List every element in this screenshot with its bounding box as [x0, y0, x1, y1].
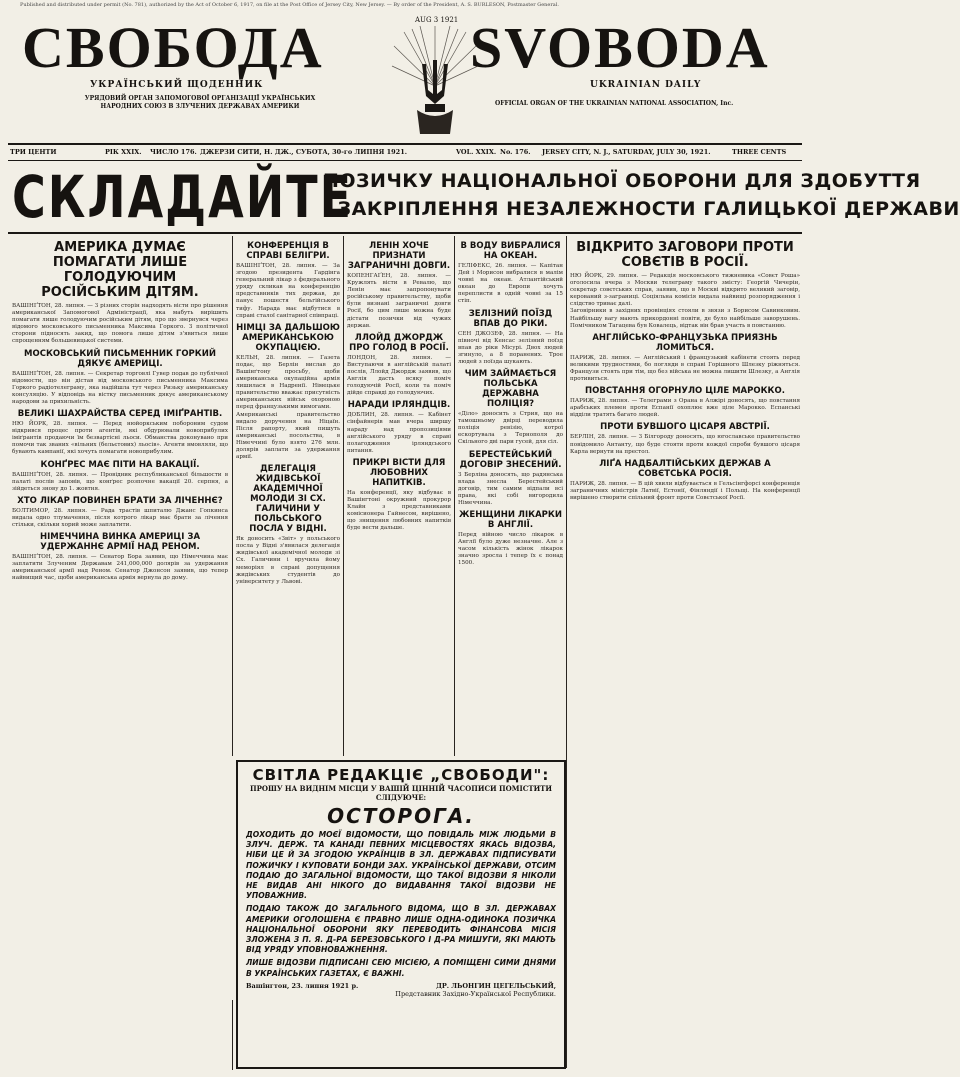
banner-headline-line2: І ЗАКРІПЛЕННЯ НЕЗАЛЕЖНОСТИ ГАЛИЦЬКОЇ ДЕРЖАВИ: [323, 198, 960, 220]
article-body: Американські правительство видало доручення на Ніцаїн. Після рапорту, який пишуть американські посольства, в Німеччині було взято 276 млн. долярів заплати за удержання армії.: [236, 411, 340, 461]
masthead-rule: [8, 143, 802, 145]
headline-america-children: АМЕРИКА ДУМАЄ ПОМАГАТИ ЛИШЕ ГОЛОДУЮЧИМ РОСІЙСЬКИМ ДІТЯМ.: [41, 240, 199, 300]
headline-love-potions: ПРИКРІ ВІСТИ ДЛЯ ЛЮБОВНИХ НАПИТКІВ.: [352, 457, 446, 488]
headline-austrian-emperor: ПРОТИ БУВШОГО ЦІСАРЯ АВСТРІЇ.: [600, 422, 770, 433]
headline-germany-army: НІМЕЧЧИНА ВИНКА АМЕРИЦІ ЗА УДЕРЖАННЄ АРМІЇ НАД РЕНОМ.: [39, 532, 201, 553]
article-body: З Берліна доносять, що радянська влада знесла Берестейський договір, тим самим відпали всі права, які собі вигородила Німеччина.: [458, 471, 563, 506]
column-5: [570, 238, 800, 1070]
price-ukrainian: ТРИ ЦЕНТИ: [10, 148, 57, 156]
masthead-title-cyrillic: СВОБОДА: [22, 15, 324, 80]
article-body: ПАРИЖ, 28. липня. — Англійський і французький кабінети стоять перед великими трудностями, бо погляди в справі Горішного Шлезку ріжняться. Французи стоять при тім, що без війська не можна лишити Шлезку, а Англія противиться.: [570, 354, 800, 383]
article-body: Перед війною число лікарок в Англії було дуже незначне. Але з часом кількість жінок лікарок значно зросла і тепер їх є понад 1500.: [458, 531, 563, 567]
headline-women-doctors: ЖЕНЩИНИ ЛІКАРКИ В АНГЛІЇ.: [459, 509, 562, 530]
article-body: ВАШІНҐТОН, 28. липня. — Секретар торговлі Гувер подав до публічної відомости, що він дістав від московського письменника Максима Горкого радіотелеграму, яка надійшла тут через Ризьку американську консуляцію. У відповідь на вістку письменник дякує американському народови за прихильність.: [12, 370, 228, 405]
article-body: ВАШІНҐТОН, 28. липня. — Сенатор Бора заявив, що Німеччина має заплатити Злученим Державам 241,000,000 долярів за удержання американської армії над Реном. Сенатор Джонсон заявив, що тепер найвищий час, щоби американська армія вернула до дому.: [12, 554, 228, 582]
headline-morocco: ПОВСТАННЯ ОГОРНУЛО ЦІЛЕ МАРОККО.: [585, 386, 785, 397]
notice-subtitle: ПРОШУ НА ВИДНІМ МІСЦИ У ВАШІЙ ЦІННІЙ ЧАСОПИСИ ПОМІСТИТИ СЛІДУЮЧЕ:: [249, 784, 553, 802]
column-separator: [232, 1000, 233, 1070]
headline-immigrant-fraud: ВЕЛИКІ ШАХРАЙСТВА СЕРЕД ІМІҐРАНТІВ.: [17, 409, 223, 420]
headline-polish-police: ЧИМ ЗАЙМАЄТЬСЯ ПОЛЬСЬКА ДЕРЖАВНА ПОЛІЦІЯ?: [464, 369, 557, 410]
headline-congress: КОНҐРЕС МАЄ ПІТИ НА ВАКАЦІЇ.: [40, 459, 200, 470]
headline-irish-talks: НАРАДИ ІРЛЯНДЦІВ.: [347, 400, 451, 411]
column-4: [458, 238, 563, 750]
column-3: [347, 238, 451, 750]
publication-permit-line: Published and distributed under permit (No. 781), authorized by the Act of October 6, 1917, on file at the Post Office of Jersey City, New Jersey. — By order of the President, A. S. BURLESON, Postmaster General.: [20, 2, 559, 8]
notice-place-date: Вашінгтон, 23. липня 1921 р.: [246, 981, 359, 990]
article-body: На конференції, яку відбуває в Вашінгтоні окружний прокурор Клайн з представниками комісионера Гайнесом, вирішено, що знищення любовних напитків буде вести дальше.: [347, 489, 451, 532]
editorial-notice-box: [236, 760, 566, 1069]
subtitle-english: UKRAINIAN DAILY: [590, 80, 702, 90]
trident-emblem: [392, 26, 478, 138]
dateline-bar: [10, 147, 800, 159]
column-1: [12, 238, 228, 758]
article-body: ВАШІНҐТОН, 28. липня. — За згодою президента Гардінга генеральний лікар з федерального уряду скликав на конференцію представників тих держав, де панує пошестя бельгійського тифу. Нарада має відбутися в справі сталої санітарної співпраці.: [236, 263, 340, 319]
banner-rule: [8, 232, 802, 234]
article-body: БЕРЛІН, 28. липня. — З Білгороду доносять, що югославське правительство повідомило Антанту, що буде стояти проти кождої спроби бувшого цісаря Карла вернути на престол.: [570, 434, 800, 455]
article-body: ПАРИЖ, 28. липня. — В цій хвили відбувається в Гельсінгфорсі конференція заграничних міністрів Латвії, Естонії, Фінляндії і Польщі. На конференції вирішено створити спільний фронт проти Совєтської Росії.: [570, 480, 800, 501]
article-body: ГЕЛІФЕКС, 26. липня. — Капітан Дей і Морисон вибралися в малім човні на океан. Атлантійський океан до Европи хочуть переплисти в одній човні за 15 стіп.: [458, 263, 563, 305]
organ-ukrainian: УРЯДОВИЙ ОРГАН ЗАПОМОГОВОЇ ОРГАНІЗАЦІЇ УКРАЇНСЬКИХ НАРОДНИХ СОЮЗ В ЗЛУЧЕНИХ ДЕРЖАВАХ АМЕРИКИ: [84, 95, 316, 110]
headline-gorky: МОСКОВСЬКИЙ ПИСЬМЕННИК ГОРКИЙ ДЯКУЄ АМЕРИЦІ.: [24, 348, 216, 369]
headline-lenin-debts: ЛЕНІН ХОЧЕ ПРИЗНАТИ ЗАГРАНИЧНІ ДОВГИ.: [347, 241, 451, 271]
article-body: ВАШІНҐТОН, 28. липня. — Провідник республиканської більшости в палаті послів заповів, що конґрес розпочне вакації 20. серпня, а зійдеться знову до 1. жовтня.: [12, 471, 228, 492]
column-separator: [343, 236, 344, 756]
date-english: JERSEY CITY, N. J., SATURDAY, JULY 30, 1921.: [542, 148, 711, 156]
banner-headline-line1: ПОЗИЧКУ НАЦІОНАЛЬНОЇ ОБОРОНИ ДЛЯ ЗДОБУТТЯ: [323, 170, 921, 192]
headline-ocean-voyage: В ВОДУ ВИБРАЛИСЯ НА ОКЕАН.: [460, 241, 561, 261]
article-body: НЮ ЙОРК, 29. липня. — Редакція московського тижневика «Совєт Роша» оголосила вчера з Москви телеграму такого змісту: Георгій Чичерін, секретар совєтських справ, заявив, що в Москві відкрито великий заговір, керований з-заграниці. Соціяльна комісія видала найвищі розпорядження і слідство триває далі.: [570, 273, 800, 308]
price-english: THREE CENTS: [732, 148, 787, 156]
headline-jewish-delegation: ДЕЛЕГАЦІЯ ЖИДІВСЬКОЇ АКАДЕМІЧНОЇ МОЛОДИ ЗІ СХ. ГАЛИЧИНИ У ПОЛЬСЬКОГО ПОСЛА У ВІДНІ.: [249, 464, 327, 535]
banner-headline-big: СКЛАДАЙТЕ: [12, 163, 354, 231]
column-separator: [232, 236, 233, 756]
masthead-title-latin: SVOBODA: [470, 15, 770, 80]
issue-number-ukrainian: ЧИСЛО 176.: [150, 148, 197, 156]
article-body: ВАШІНҐТОН, 28. липня. — З різних сторін надходять вісти про рішення американської Запомогової Адміністрації, яка мабуть вирішить помагати лише голодуючим російським дітям, про що звернувся через відомого московського письменника Максима Горкого. З політичної сторони підносять закид, що помога лише дітям з'явиться лише спрощенням большевицької системи.: [12, 303, 228, 345]
date-ukrainian: ДЖЕРЗИ СИТИ, Н. ДЖ., СУБОТА, 30-го ЛИПНЯ 1921.: [200, 148, 407, 156]
subtitle-ukrainian: УКРАЇНСЬКИЙ ЩОДЕННИК: [90, 80, 264, 90]
volume-english: VOL. XXIX.: [456, 148, 497, 156]
notice-title: СВІТЛА РЕДАКЦІЄ „СВОБОДИ":: [252, 766, 550, 784]
dateline-rule: [8, 160, 802, 161]
article-body: Як доносить «Звіт» у польського посла у Відні з'явилася делегація жидівської академічної молоди зі Сх. Галичини і вручила йому меморіял в справі допущення жидівських студентів до університету у Львові.: [236, 536, 340, 585]
article-body: ЛОНДОН, 28. липня. — Виступаючи в англійській палаті послів, Ллойд Джордж заявив, що Англія дасть всяку поміч голодуючій Росії, коли та поміч дійде справді до голодуючих.: [347, 354, 451, 397]
column-separator: [454, 236, 455, 756]
article-body: НЮ ЙОРК, 28. липня. — Перед нюйоркським побороним судом відкрився процес проти агентів, які обдурювали новоприбулих іміґрантів продаючи їм безвартісні льоси. Обманства доконувано при помочи так званих «вільних (бельєтових) льосів». Агенти вмовляли, що бувають кампанії, які хочуть помагати новоприбулим.: [12, 421, 228, 456]
article-body: БОЛТИМОР, 28. липня. — Рада трастів шпиталю Джанс Гопкинса видала одно тлумачення, після котрого лікар має брати за лічення стільки, скільки хорий може заплатити.: [12, 507, 228, 528]
article-body: Заговірники в західних провінціях стояли в звязи з Борисом Савинковим. Найбільшу вагу мають прикордонні повіти, де було найбільше заворушень. Помічником Тагацева був Ковалець, відтак він брав участь в повстанню.: [570, 308, 800, 329]
article-body: «Діло» доносить з Стрия, що на тамошньому двірці переводила поліція ревізію, котрої ескортувала з Тернополя до Скільного дві пари гусей, для сіл.: [458, 411, 563, 446]
headline-train-river: ЗЕЛІЗНИЙ ПОЇЗД ВПАВ ДО РІКИ.: [468, 308, 553, 329]
organ-english: OFFICIAL ORGAN OF THE UKRAINIAN NATIONAL ASSOCIATION, Inc.: [495, 100, 734, 107]
volume-ukrainian: РІК XXIX.: [105, 148, 142, 156]
headline-doctor: ХТО ЛІКАР ПОВИНЕН БРАТИ ЗА ЛІЧЕННЄ?: [17, 495, 223, 506]
article-body: СЕН ДЖОЗЕФ, 28. липня. — На півночі від Кенсас зелізний поїзд впав до ріки Місурі. Двох людей згинуло, а 8 поранених. Трое людей з поїзда шукають.: [458, 330, 563, 365]
column-2: [236, 238, 340, 750]
notice-paragraph: ПОДАЮ ТАКОЖ ДО ЗАГАЛЬНОГО ВІДОМА, ЩО В ЗЛ. ДЕРЖАВАХ АМЕРИКИ ОГОЛОШЕНА Є ПРАВНО ЛИШЕ ОДНА-ОДИНОКА ПОЗИЧКА НАЦІОНАЛЬНОЇ ОБОРОНИ ЯКУ ПЕРЕВОДИТЬ ФІНАНСОВА МІСІЯ ЗЛОЖЕНА З П. Я. Д-РА БЕРЕЗОВСЬКОГО І Д-РА МИШУГИ, ЯКІ МАЮТЬ ВІД УРЯДУ УПОВНОВАЖНЕННЯ.: [246, 904, 556, 955]
headline-germans-occupation: НІМЦІ ЗА ДАЛЬШОЮ АМЕРИКАНСЬКОЮ ОКУПАЦІЄЮ.: [236, 322, 340, 353]
article-body: ДОБЛИН, 28. липня. — Кабінет сінфайнерів мав вчера ширшу нараду над пропозиціями англійського уряду в справі полагодження ірляндського питання.: [347, 412, 451, 454]
notice-signer: ДР. ЛЬОНГИН ЦЕГЕЛЬСЬКИЙ,: [436, 981, 556, 990]
notice-paragraph: ДОХОДИТЬ ДО МОЄЇ ВІДОМОСТИ, ЩО ПОВІДАЛЬ МІЖ ЛЮДЬМИ В ЗЛУЧ. ДЕРЖ. ТА КАНАДІ ПЕВНИХ МІСЦЕВОСТЯХ ЯКАСЬ ВІДОЗВА, НІБИ ЦЕ Й ЗА ЗГОДОЮ УКРАЇНЦІВ В ЗЛ. ДЕРЖАВАХ ПІДПИСУВАТИ ПОЖИЧКУ І КУПОВАТИ БОНДИ ЗАХ. УКРАЇНСЬКОЇ ДЕРЖАВИ, ОТСИМ ПОДАЮ ДО ЗАГАЛЬНОЇ ВІДОМОСТИ, ЩО ТАКОЇ ВІДОЗВИ Я НІКОЛИ НЕ ВИДАВ АНІ НІКОГО ДО ВИДАВАННЯ ТАКОЇ ВІДОЗВИ НЕ УПОВАЖНИВ.: [246, 830, 556, 901]
headline-anglo-french: АНГЛІЙСЬКО-ФРАНЦУЗЬКА ПРИЯЗНЬ ЛОМИТЬСЯ.: [592, 332, 778, 353]
notice-signer-title: Представник Західно-Української Республики.: [395, 989, 556, 998]
notice-warning-heading: ОСТОРОГА.: [327, 804, 475, 828]
article-body: ПАРИЖ, 28. липня. — Телеграми з Орана в Алжірі доносять, що повстання арабських племен проти Еспанії охоплює вже ціле Марокко. Еспанські відділи тратять багато людей.: [570, 398, 800, 419]
issue-number-english: No. 176.: [500, 148, 531, 156]
headline-soviet-plots: ВІДКРИТО ЗАГОВОРИ ПРОТИ СОВЄТІВ В РОСІЇ.: [576, 240, 794, 270]
headline-conference: КОНФЕРЕНЦІЯ В СПРАВІ БЕЛІГРИ.: [246, 241, 330, 261]
article-body: КОПЕНГАҐЕН, 28. липня. — Кружлять вісти в Ревалю, що Ленін має запропонувати російському правительству, щоби були визнані заграничні довги Росії, бо цим лише можна буде дістати позички від чужих держав.: [347, 273, 451, 329]
column-separator: [566, 236, 567, 1068]
headline-lloyd-george: ЛЛОЙД ДЖОРДЖ ПРО ГОЛОД В РОСІЇ.: [349, 332, 449, 353]
received-date-stamp: AUG 3 1921: [415, 16, 459, 24]
article-body: КЕЛЬН, 28. липня. — Газета подає, що Берлін вислав до Вашінґтону просьбу, щоби американська окупаційна армія лишилася в Надренії. Німецьке правительство вважає присутність американських військ охороною перед французькими вимогами.: [236, 354, 340, 411]
headline-brest-treaty: БЕРЕСТЕЙСЬКИЙ ДОГОВІР ЗНЕСЕНИЙ.: [459, 449, 562, 470]
headline-baltic-league: ЛІҐА НАДБАЛТІЙСЬКИХ ДЕРЖАВ А СОВЄТСЬКА РОСІЯ.: [599, 458, 771, 479]
notice-paragraph: ЛИШЕ ВІДОЗВИ ПІДПИСАНІ СЕЮ МІСІЄЮ, А ПОМІЩЕНІ СИМИ ДНЯМИ В УКРАЇНСЬКИХ ГАЗЕТАХ, Є ВАЖНІ.: [246, 958, 556, 978]
